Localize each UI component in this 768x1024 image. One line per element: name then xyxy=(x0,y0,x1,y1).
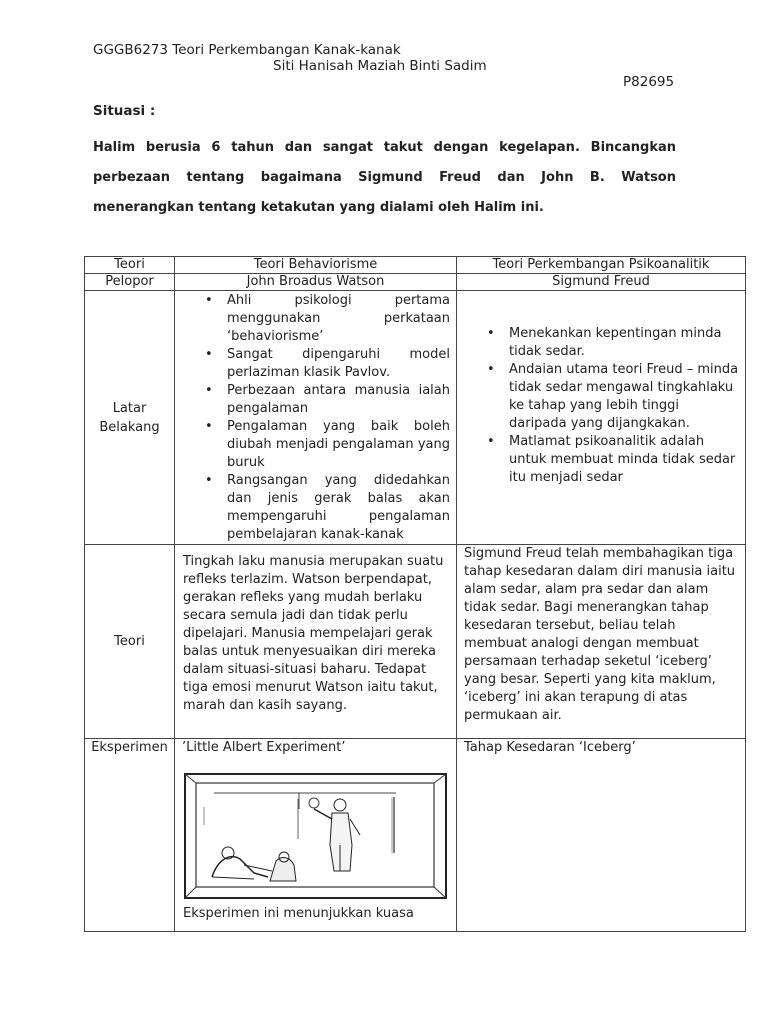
pioneer-freud: Sigmund Freud xyxy=(457,274,746,291)
list-item: • Menekankan kepentingan minda tidak sedar. xyxy=(457,325,739,361)
background-watson xyxy=(175,291,457,545)
experiment-label: Eksperimen xyxy=(85,739,175,932)
pioneer-row xyxy=(85,274,746,291)
background-label: Latar Belakang xyxy=(85,291,175,545)
header-cell-psychoanalytic: Teori Perkembangan Psikoanalitik xyxy=(457,257,746,274)
watson-experiment-caption: Eksperimen ini menunjukkan kuasa xyxy=(183,906,414,921)
little-albert-illustration xyxy=(184,773,447,899)
background-freud xyxy=(457,291,746,545)
pioneer-watson: John Broadus Watson xyxy=(175,274,457,291)
list-item: • Sangat dipengaruhi model perlaziman klasik Pavlov. xyxy=(175,346,450,382)
experiment-freud xyxy=(457,739,746,932)
freud-background-list xyxy=(457,291,745,487)
list-item: • Pengalaman yang baik boleh diubah menjadi pengalaman yang buruk xyxy=(175,418,450,472)
theory-freud: Sigmund Freud telah membahagikan tiga tahap kesedaran dalam diri manusia iaitu alam sedar, alam pra sedar dan alam tidak sedar. Bagi menerangkan tahap kesedaran tersebut, beliau telah membuat analogi dengan membuat persamaan terhadap seketul ‘iceberg’ yang besar. Seperti yang kita maklum, ‘iceberg’ ini akan terapung di atas permukaan air. xyxy=(457,545,746,739)
course-title: GGGB6273 Teori Perkembangan Kanak-kanak xyxy=(93,42,401,58)
table-header-row xyxy=(85,257,746,274)
situation-text: Halim berusia 6 tahun dan sangat takut dengan kegelapan. Bincangkan perbezaan tentang bagaimana Sigmund Freud dan John B. Watson menerangkan tentang ketakutan yang dialami oleh Halim ini. xyxy=(93,140,676,215)
list-item: • Matlamat psikoanalitik adalah untuk membuat minda tidak sedar itu menjadi sedar xyxy=(457,433,739,487)
theory-watson: Tingkah laku manusia merupakan suatu refleks terlazim. Watson berpendapat, gerakan refleks yang mudah berlaku secara semula jadi dan tidak perlu dipelajari. Manusia mempelajari gerak balas untuk menyesuaikan diri mereka dalam situasi-situasi baharu. Tedapat tiga emosi menurut Watson iaitu takut, marah dan kasih sayang. xyxy=(175,545,457,739)
theory-label: Teori xyxy=(85,545,175,739)
experiment-row xyxy=(85,739,746,932)
student-id: P82695 xyxy=(623,74,675,90)
header-cell-behaviorism: Teori Behaviorisme xyxy=(175,257,457,274)
situation-heading: Situasi : xyxy=(93,103,156,119)
watson-experiment-title: ’Little Albert Experiment’ xyxy=(182,740,346,755)
list-item: • Ahli psikologi pertama menggunakan perkataan ‘behaviorisme’ xyxy=(175,292,450,346)
watson-background-list xyxy=(175,291,456,544)
header-cell-theory: Teori xyxy=(85,257,175,274)
list-item: • Andaian utama teori Freud – minda tidak sedar mengawal tingkahlaku ke tahap yang lebih tinggi daripada yang dijangkakan. xyxy=(457,361,739,433)
list-item: • Rangsangan yang didedahkan dan jenis gerak balas akan mempengaruhi pengalaman pembelajaran kanak-kanak xyxy=(175,472,450,544)
theory-row xyxy=(85,545,746,739)
list-item: • Perbezaan antara manusia ialah pengalaman xyxy=(175,382,450,418)
freud-experiment-title: Tahap Kesedaran ‘Iceberg’ xyxy=(464,740,636,755)
experiment-watson xyxy=(175,739,457,932)
student-name: Siti Hanisah Maziah Binti Sadim xyxy=(273,58,487,74)
comparison-table xyxy=(84,256,746,932)
background-row xyxy=(85,291,746,545)
pioneer-label: Pelopor xyxy=(85,274,175,291)
